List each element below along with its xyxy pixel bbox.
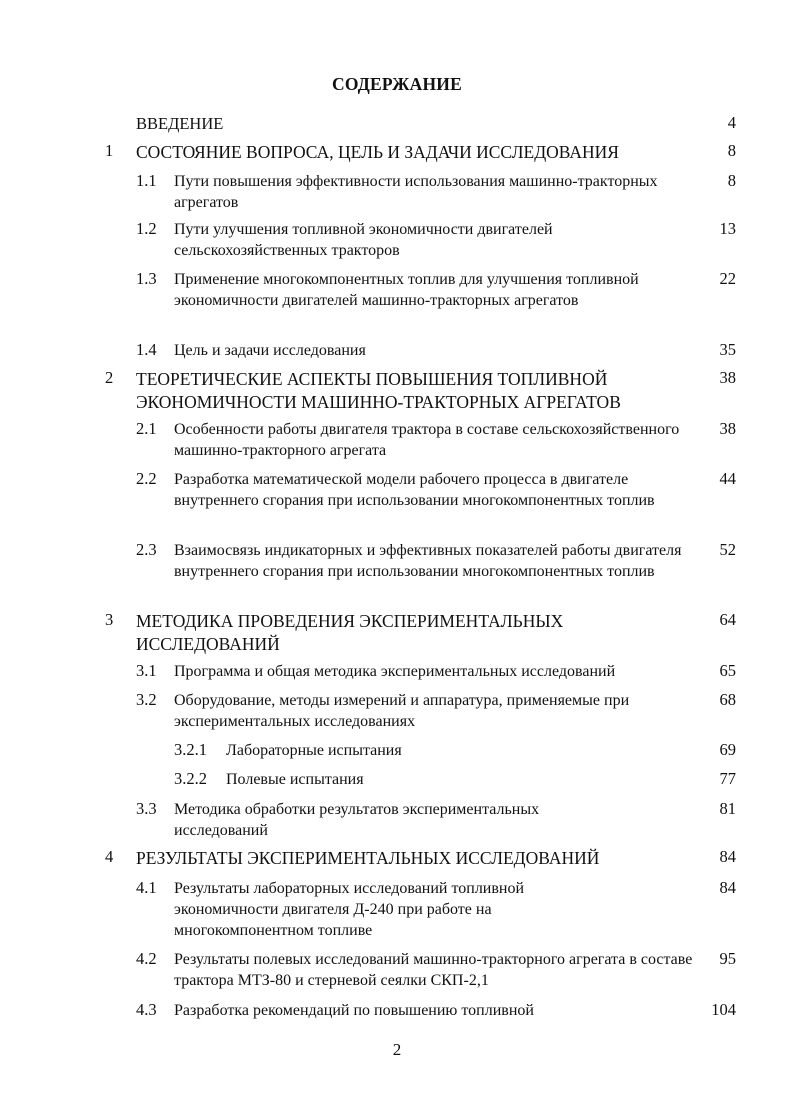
toc-entry-text: ВВЕДЕНИЕ bbox=[136, 114, 224, 133]
toc-entry-page: 81 bbox=[719, 799, 736, 818]
toc-entry-number: 3.2.2 bbox=[174, 769, 207, 788]
toc-entry-page: 104 bbox=[711, 1000, 736, 1019]
toc-entry-number: 3 bbox=[105, 610, 114, 629]
toc-entry-number: 4.3 bbox=[136, 1000, 157, 1019]
toc-entry-page: 95 bbox=[719, 949, 736, 968]
toc-entry-page: 22 bbox=[719, 269, 736, 288]
toc-entry-text: Цель и задачи исследования bbox=[174, 342, 366, 359]
toc-entry-number: 1.2 bbox=[136, 219, 157, 238]
toc-entry-text: Особенности работы двигателя трактора в составе сельскохозяйственного машинно-тракторного агрегата bbox=[174, 421, 680, 459]
toc-entry-page: 8 bbox=[727, 141, 736, 160]
toc-entry-text: ТЕОРЕТИЧЕСКИЕ АСПЕКТЫ ПОВЫШЕНИЯ ТОПЛИВНОЙ ЭКОНОМИЧНОСТИ МАШИННО-ТРАКТОРНЫХ АГРЕГАТОВ bbox=[136, 369, 621, 412]
toc-entry-number: 1.3 bbox=[136, 269, 157, 288]
toc-entry-text: Взаимосвязь индикаторных и эффективных показателей работы двигателя внутреннего сгорания при использовании многокомпонентных топлив bbox=[174, 542, 682, 580]
toc-entry-text: Методика обработки результатов экспериментальных исследований bbox=[174, 801, 540, 839]
toc-entry-page: 52 bbox=[719, 540, 736, 559]
toc-entry-number: 1.4 bbox=[136, 340, 157, 359]
toc-entry-number: 4.1 bbox=[136, 878, 157, 897]
toc-entry-number: 3.3 bbox=[136, 799, 157, 818]
toc-entry-number: 4 bbox=[105, 847, 114, 866]
toc-entry-text: Разработка рекомендаций по повышению топливной bbox=[174, 1002, 534, 1019]
toc-entry-text: Применение многокомпонентных топлив для улучшения топливной экономичности двигателей машинно-тракторных агрегатов bbox=[174, 271, 639, 309]
toc-entry-text: Полевые испытания bbox=[226, 771, 364, 788]
toc-entry-text: Оборудование, методы измерений и аппаратура, применяемые при экспериментальных исследованиях bbox=[174, 692, 630, 730]
toc-entry-text: Разработка математической модели рабочего процесса в двигателе внутреннего сгорания при использовании многокомпонентных топлив bbox=[174, 471, 655, 509]
toc-entry-number: 4.2 bbox=[136, 949, 157, 968]
toc-entry-text: Пути улучшения топливной экономичности двигателей сельскохозяйственных тракторов bbox=[174, 221, 553, 259]
toc-entry-text: Результаты лабораторных исследований топливной экономичности двигателя Д-240 при работе на многокомпонентном топливе bbox=[174, 880, 525, 939]
toc-entry-page: 77 bbox=[719, 769, 736, 788]
toc-entry-page: 64 bbox=[719, 610, 736, 629]
toc-entry-page: 13 bbox=[719, 219, 736, 238]
toc-entry-text: Пути повышения эффективности использования машинно-тракторных агрегатов bbox=[174, 173, 658, 211]
page-title: СОДЕРЖАНИЕ bbox=[331, 74, 462, 94]
toc-entry-number: 2.1 bbox=[136, 419, 157, 438]
toc-entry-page: 44 bbox=[719, 469, 736, 488]
toc-entry-text: МЕТОДИКА ПРОВЕДЕНИЯ ЭКСПЕРИМЕНТАЛЬНЫХ ИССЛЕДОВАНИЙ bbox=[136, 611, 564, 654]
toc-entry-number: 1 bbox=[105, 141, 114, 160]
toc-entry-number: 3.2 bbox=[136, 690, 157, 709]
page-number: 2 bbox=[392, 1040, 402, 1059]
toc-entry-text: РЕЗУЛЬТАТЫ ЭКСПЕРИМЕНТАЛЬНЫХ ИССЛЕДОВАНИЙ bbox=[136, 848, 600, 868]
toc-entry-number: 1.1 bbox=[136, 171, 157, 190]
toc-entry-page: 84 bbox=[719, 847, 736, 866]
toc-entry-text: Результаты полевых исследований машинно-тракторного агрегата в составе трактора МТЗ-80 и стерневой сеялки СКП-2,1 bbox=[174, 951, 693, 989]
toc-entry-number: 2 bbox=[105, 368, 114, 387]
toc-entry-page: 8 bbox=[727, 171, 736, 190]
toc-entry-page: 38 bbox=[719, 368, 736, 387]
toc-entry-text: Программа и общая методика экспериментальных исследований bbox=[174, 663, 616, 680]
toc-entry-page: 4 bbox=[727, 113, 736, 132]
toc-entry-number: 3.2.1 bbox=[174, 740, 207, 759]
toc-entry-page: 38 bbox=[719, 419, 736, 438]
toc-entry-number: 3.1 bbox=[136, 661, 157, 680]
toc-entry-number: 2.2 bbox=[136, 469, 157, 488]
toc-entry-page: 84 bbox=[719, 878, 736, 897]
toc-entry-page: 69 bbox=[719, 740, 736, 759]
toc-entry-number: 2.3 bbox=[136, 540, 157, 559]
toc-entry-page: 65 bbox=[719, 661, 736, 680]
toc-entry-text: СОСТОЯНИЕ ВОПРОСА, ЦЕЛЬ И ЗАДАЧИ ИССЛЕДОВАНИЯ bbox=[136, 142, 619, 162]
toc-entry-page: 68 bbox=[719, 690, 736, 709]
toc-entry-text: Лабораторные испытания bbox=[226, 742, 402, 759]
toc-entry-page: 35 bbox=[719, 340, 736, 359]
